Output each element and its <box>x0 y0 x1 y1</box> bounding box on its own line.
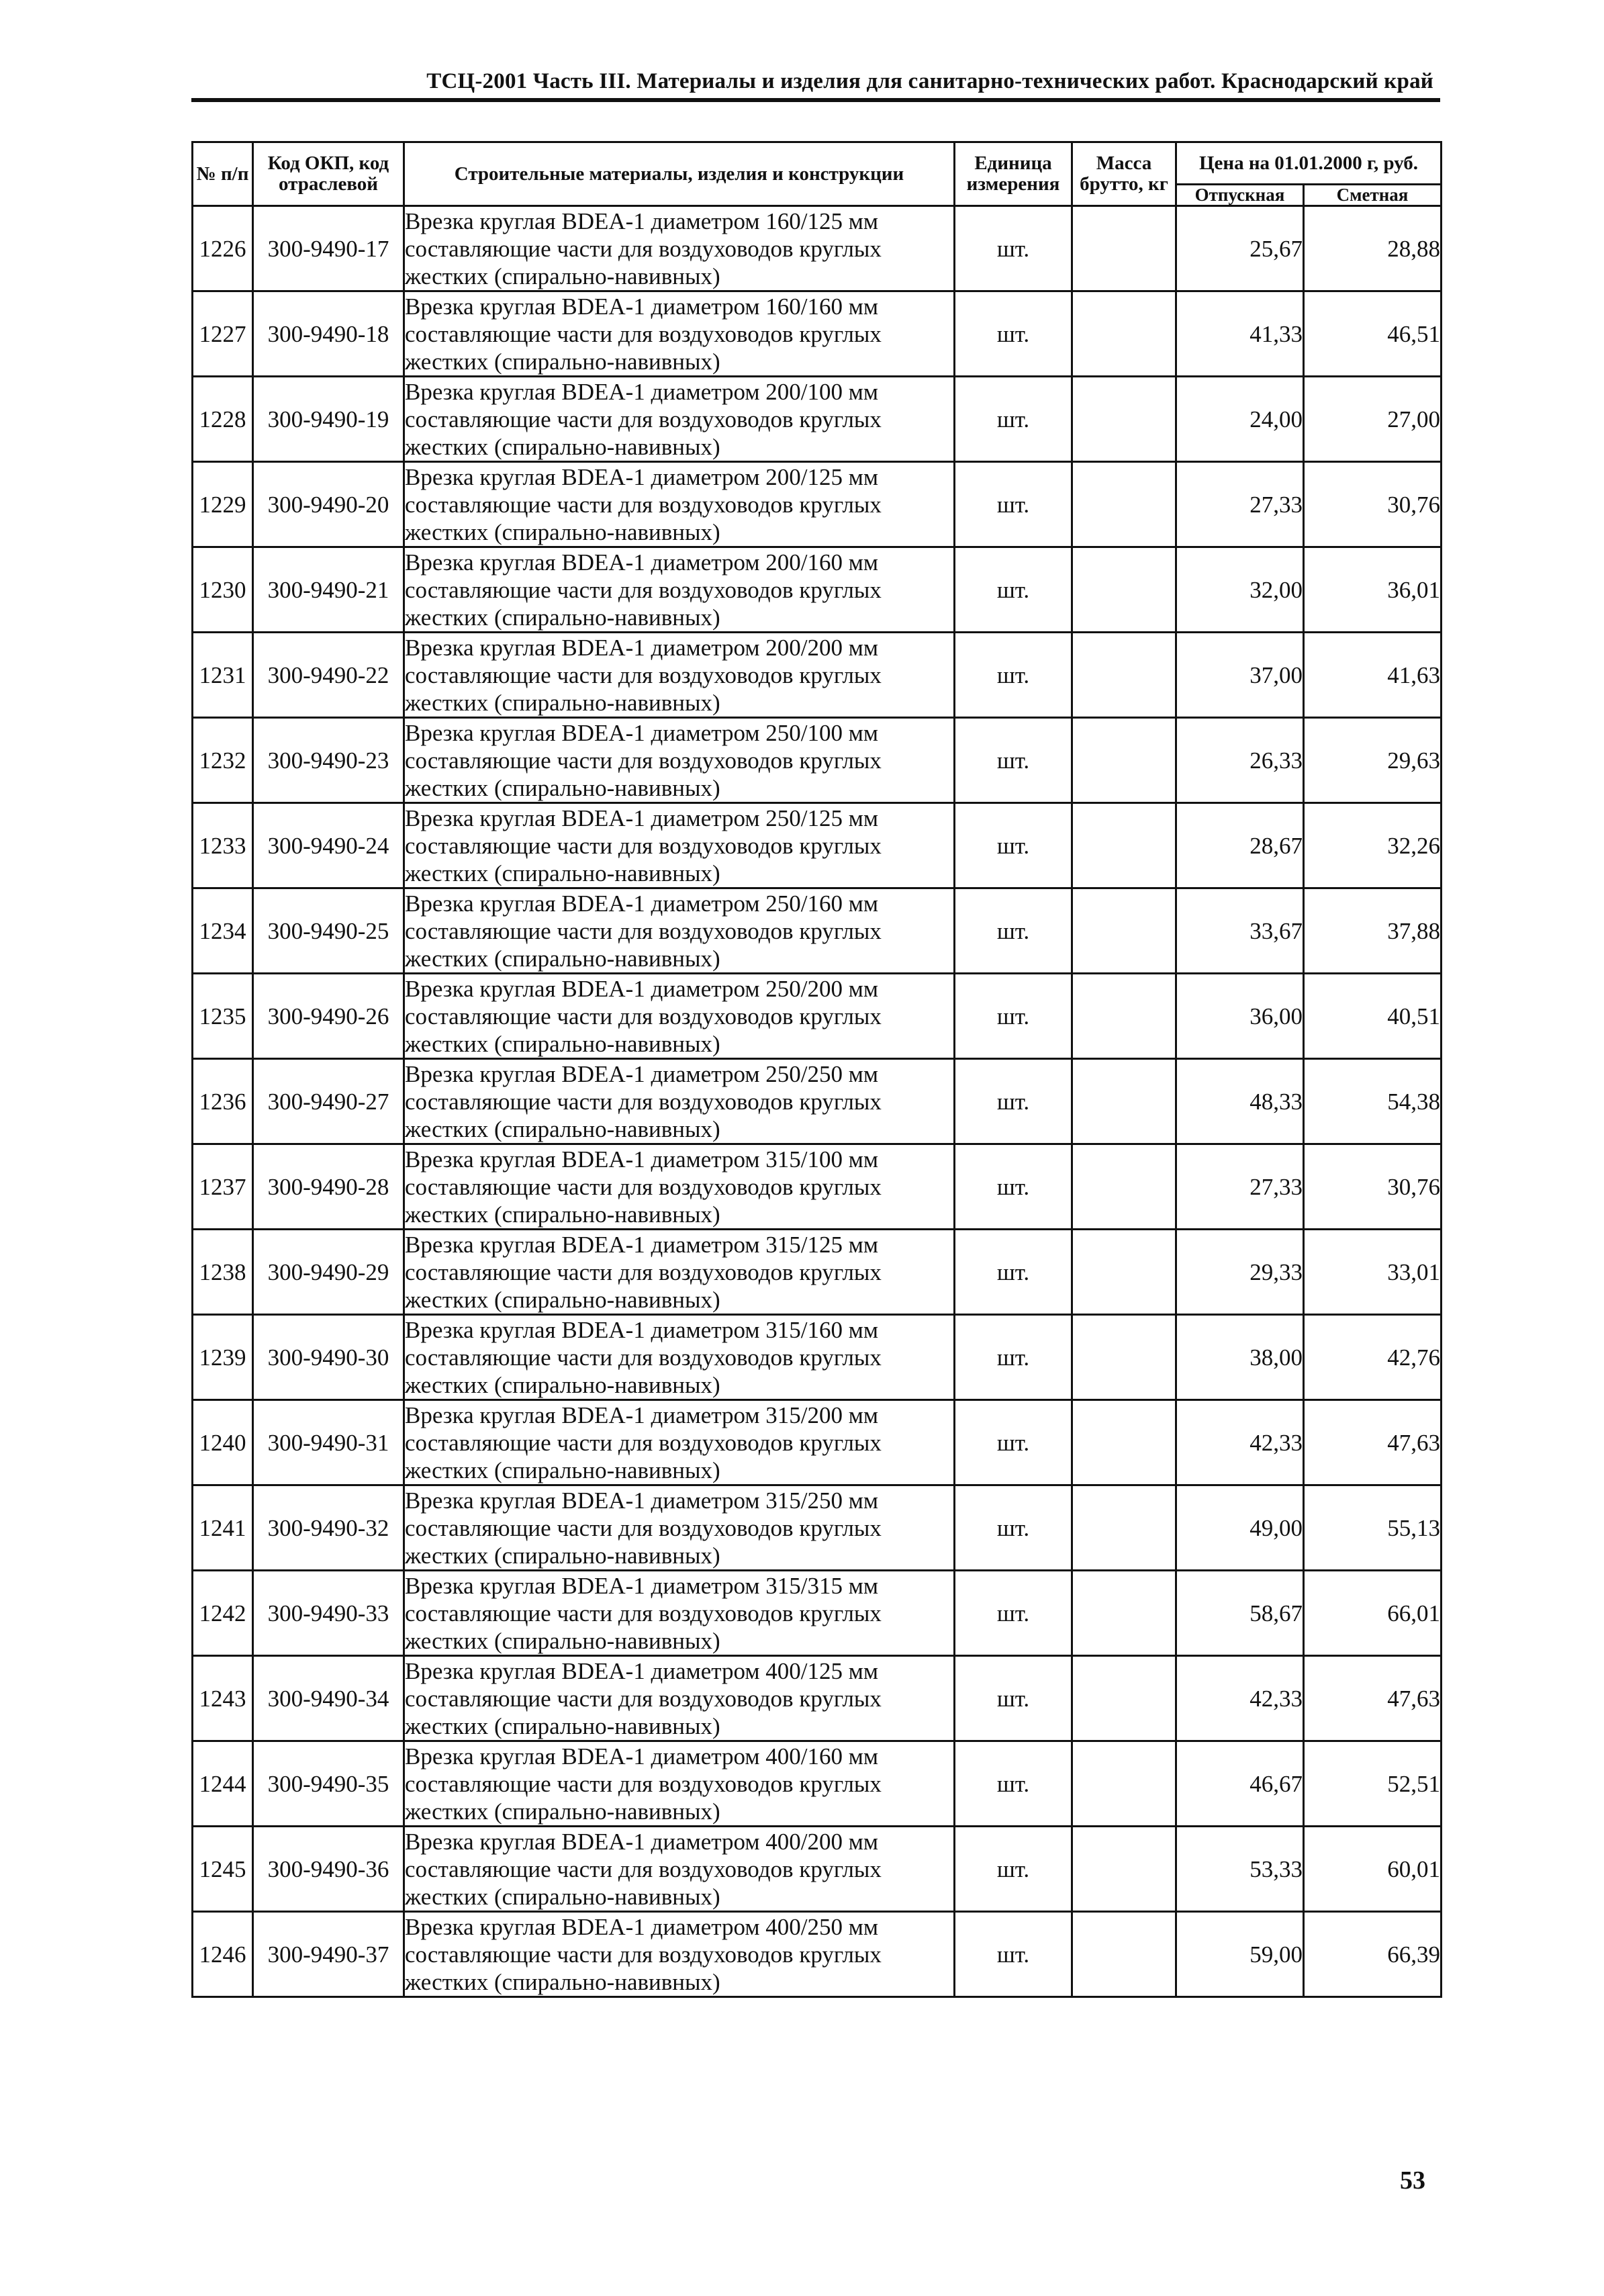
row-number: 1232 <box>193 718 253 803</box>
column-header-code: Код ОКП, код отраслевой <box>253 142 404 206</box>
page-header <box>191 67 1440 102</box>
row-code: 300-9490-32 <box>253 1485 404 1571</box>
row-code: 300-9490-29 <box>253 1230 404 1315</box>
row-name: Врезка круглая BDEA-1 диаметром 250/160 мм составляющие части для воздуховодов круглых жестких (спирально-навивных) <box>404 888 955 974</box>
row-code: 300-9490-22 <box>253 633 404 718</box>
page-number: 53 <box>1400 2166 1425 2195</box>
row-price-release: 29,33 <box>1176 1230 1304 1315</box>
row-unit: шт. <box>955 1144 1072 1230</box>
row-price-release: 58,67 <box>1176 1571 1304 1656</box>
row-code: 300-9490-17 <box>253 206 404 291</box>
row-price-estimate: 52,51 <box>1304 1741 1442 1827</box>
row-unit: шт. <box>955 206 1072 291</box>
row-number: 1241 <box>193 1485 253 1571</box>
row-unit: шт. <box>955 291 1072 377</box>
row-unit: шт. <box>955 377 1072 462</box>
row-code: 300-9490-34 <box>253 1656 404 1741</box>
row-code: 300-9490-25 <box>253 888 404 974</box>
row-number: 1229 <box>193 462 253 547</box>
table-row <box>193 1656 1442 1741</box>
row-number: 1246 <box>193 1912 253 1997</box>
row-mass <box>1072 1827 1176 1912</box>
row-price-release: 24,00 <box>1176 377 1304 462</box>
row-mass <box>1072 1571 1176 1656</box>
row-price-release: 37,00 <box>1176 633 1304 718</box>
row-mass <box>1072 547 1176 633</box>
row-unit: шт. <box>955 888 1072 974</box>
row-price-estimate: 32,26 <box>1304 803 1442 888</box>
row-number: 1235 <box>193 974 253 1059</box>
row-code: 300-9490-23 <box>253 718 404 803</box>
row-unit: шт. <box>955 1400 1072 1485</box>
row-unit: шт. <box>955 1827 1072 1912</box>
row-name: Врезка круглая BDEA-1 диаметром 250/100 мм составляющие части для воздуховодов круглых жестких (спирально-навивных) <box>404 718 955 803</box>
row-price-estimate: 66,39 <box>1304 1912 1442 1997</box>
row-number: 1231 <box>193 633 253 718</box>
table-row <box>193 1571 1442 1656</box>
row-price-estimate: 54,38 <box>1304 1059 1442 1144</box>
row-price-release: 32,00 <box>1176 547 1304 633</box>
row-price-estimate: 37,88 <box>1304 888 1442 974</box>
row-code: 300-9490-26 <box>253 974 404 1059</box>
row-number: 1234 <box>193 888 253 974</box>
row-unit: шт. <box>955 1912 1072 1997</box>
row-unit: шт. <box>955 462 1072 547</box>
price-table <box>191 141 1442 1998</box>
row-unit: шт. <box>955 633 1072 718</box>
column-header-price-release: Отпускная <box>1176 185 1304 206</box>
table-row <box>193 206 1442 291</box>
row-number: 1244 <box>193 1741 253 1827</box>
row-code: 300-9490-35 <box>253 1741 404 1827</box>
row-number: 1238 <box>193 1230 253 1315</box>
row-unit: шт. <box>955 547 1072 633</box>
table-body <box>193 206 1442 1997</box>
row-price-release: 33,67 <box>1176 888 1304 974</box>
row-number: 1226 <box>193 206 253 291</box>
row-code: 300-9490-37 <box>253 1912 404 1997</box>
table-row <box>193 1485 1442 1571</box>
row-name: Врезка круглая BDEA-1 диаметром 160/125 мм составляющие части для воздуховодов круглых жестких (спирально-навивных) <box>404 206 955 291</box>
row-price-release: 59,00 <box>1176 1912 1304 1997</box>
row-price-release: 42,33 <box>1176 1656 1304 1741</box>
row-name: Врезка круглая BDEA-1 диаметром 315/125 мм составляющие части для воздуховодов круглых жестких (спирально-навивных) <box>404 1230 955 1315</box>
row-price-estimate: 42,76 <box>1304 1315 1442 1400</box>
table-row <box>193 1912 1442 1997</box>
table-row <box>193 803 1442 888</box>
row-price-release: 27,33 <box>1176 462 1304 547</box>
page-header-title: ТСЦ-2001 Часть III. Материалы и изделия для санитарно-технических работ. Краснодарский край <box>426 69 1433 93</box>
table-row <box>193 974 1442 1059</box>
row-number: 1243 <box>193 1656 253 1741</box>
row-code: 300-9490-24 <box>253 803 404 888</box>
row-code: 300-9490-33 <box>253 1571 404 1656</box>
row-name: Врезка круглая BDEA-1 диаметром 250/250 мм составляющие части для воздуховодов круглых жестких (спирально-навивных) <box>404 1059 955 1144</box>
row-price-estimate: 41,63 <box>1304 633 1442 718</box>
row-number: 1227 <box>193 291 253 377</box>
row-price-release: 48,33 <box>1176 1059 1304 1144</box>
row-mass <box>1072 291 1176 377</box>
row-price-release: 28,67 <box>1176 803 1304 888</box>
row-name: Врезка круглая BDEA-1 диаметром 315/250 мм составляющие части для воздуховодов круглых жестких (спирально-навивных) <box>404 1485 955 1571</box>
table-row <box>193 1144 1442 1230</box>
table-row <box>193 547 1442 633</box>
row-unit: шт. <box>955 1485 1072 1571</box>
row-number: 1233 <box>193 803 253 888</box>
row-mass <box>1072 462 1176 547</box>
column-header-price-group: Цена на 01.01.2000 г, руб. <box>1176 142 1442 185</box>
row-name: Врезка круглая BDEA-1 диаметром 250/200 мм составляющие части для воздуховодов круглых жестких (спирально-навивных) <box>404 974 955 1059</box>
column-header-no: № п/п <box>193 142 253 206</box>
column-header-unit: Единица измерения <box>955 142 1072 206</box>
row-price-release: 38,00 <box>1176 1315 1304 1400</box>
row-mass <box>1072 974 1176 1059</box>
row-price-release: 36,00 <box>1176 974 1304 1059</box>
row-number: 1237 <box>193 1144 253 1230</box>
row-price-release: 53,33 <box>1176 1827 1304 1912</box>
row-number: 1230 <box>193 547 253 633</box>
row-mass <box>1072 803 1176 888</box>
column-header-name: Строительные материалы, изделия и конструкции <box>404 142 955 206</box>
row-number: 1228 <box>193 377 253 462</box>
row-price-estimate: 60,01 <box>1304 1827 1442 1912</box>
table-row <box>193 1400 1442 1485</box>
row-number: 1239 <box>193 1315 253 1400</box>
row-unit: шт. <box>955 1656 1072 1741</box>
row-price-release: 49,00 <box>1176 1485 1304 1571</box>
row-mass <box>1072 633 1176 718</box>
row-code: 300-9490-19 <box>253 377 404 462</box>
row-price-release: 26,33 <box>1176 718 1304 803</box>
row-mass <box>1072 206 1176 291</box>
row-number: 1240 <box>193 1400 253 1485</box>
row-price-release: 46,67 <box>1176 1741 1304 1827</box>
table-row <box>193 291 1442 377</box>
table-header <box>193 142 1442 206</box>
row-price-estimate: 36,01 <box>1304 547 1442 633</box>
row-unit: шт. <box>955 1059 1072 1144</box>
row-name: Врезка круглая BDEA-1 диаметром 400/160 мм составляющие части для воздуховодов круглых жестких (спирально-навивных) <box>404 1741 955 1827</box>
row-unit: шт. <box>955 718 1072 803</box>
row-name: Врезка круглая BDEA-1 диаметром 315/100 мм составляющие части для воздуховодов круглых жестких (спирально-навивных) <box>404 1144 955 1230</box>
row-price-estimate: 66,01 <box>1304 1571 1442 1656</box>
table-row <box>193 633 1442 718</box>
column-header-mass: Масса брутто, кг <box>1072 142 1176 206</box>
row-price-release: 42,33 <box>1176 1400 1304 1485</box>
row-name: Врезка круглая BDEA-1 диаметром 315/160 мм составляющие части для воздуховодов круглых жестких (спирально-навивных) <box>404 1315 955 1400</box>
row-unit: шт. <box>955 1571 1072 1656</box>
row-code: 300-9490-36 <box>253 1827 404 1912</box>
row-code: 300-9490-21 <box>253 547 404 633</box>
row-price-estimate: 46,51 <box>1304 291 1442 377</box>
row-price-estimate: 40,51 <box>1304 974 1442 1059</box>
table-row <box>193 462 1442 547</box>
table-row <box>193 1059 1442 1144</box>
row-unit: шт. <box>955 803 1072 888</box>
row-name: Врезка круглая BDEA-1 диаметром 200/125 мм составляющие части для воздуховодов круглых жестких (спирально-навивных) <box>404 462 955 547</box>
row-unit: шт. <box>955 974 1072 1059</box>
row-unit: шт. <box>955 1315 1072 1400</box>
row-code: 300-9490-30 <box>253 1315 404 1400</box>
row-price-release: 27,33 <box>1176 1144 1304 1230</box>
row-name: Врезка круглая BDEA-1 диаметром 400/125 мм составляющие части для воздуховодов круглых жестких (спирально-навивных) <box>404 1656 955 1741</box>
row-name: Врезка круглая BDEA-1 диаметром 200/200 мм составляющие части для воздуховодов круглых жестких (спирально-навивных) <box>404 633 955 718</box>
row-mass <box>1072 1059 1176 1144</box>
row-code: 300-9490-31 <box>253 1400 404 1485</box>
row-code: 300-9490-28 <box>253 1144 404 1230</box>
table-row <box>193 718 1442 803</box>
row-mass <box>1072 718 1176 803</box>
table-row <box>193 1230 1442 1315</box>
table-row <box>193 1315 1442 1400</box>
row-mass <box>1072 1230 1176 1315</box>
row-code: 300-9490-18 <box>253 291 404 377</box>
table-row <box>193 1827 1442 1912</box>
row-price-estimate: 28,88 <box>1304 206 1442 291</box>
row-mass <box>1072 1144 1176 1230</box>
row-code: 300-9490-27 <box>253 1059 404 1144</box>
row-mass <box>1072 1741 1176 1827</box>
row-mass <box>1072 1912 1176 1997</box>
row-price-release: 25,67 <box>1176 206 1304 291</box>
row-mass <box>1072 377 1176 462</box>
row-mass <box>1072 1656 1176 1741</box>
row-price-estimate: 29,63 <box>1304 718 1442 803</box>
row-name: Врезка круглая BDEA-1 диаметром 400/200 мм составляющие части для воздуховодов круглых жестких (спирально-навивных) <box>404 1827 955 1912</box>
row-price-release: 41,33 <box>1176 291 1304 377</box>
row-price-estimate: 47,63 <box>1304 1656 1442 1741</box>
row-mass <box>1072 888 1176 974</box>
row-mass <box>1072 1315 1176 1400</box>
table-row <box>193 377 1442 462</box>
row-mass <box>1072 1400 1176 1485</box>
row-price-estimate: 30,76 <box>1304 1144 1442 1230</box>
row-price-estimate: 30,76 <box>1304 462 1442 547</box>
table-row <box>193 888 1442 974</box>
row-price-estimate: 33,01 <box>1304 1230 1442 1315</box>
row-name: Врезка круглая BDEA-1 диаметром 160/160 мм составляющие части для воздуховодов круглых жестких (спирально-навивных) <box>404 291 955 377</box>
row-price-estimate: 27,00 <box>1304 377 1442 462</box>
row-name: Врезка круглая BDEA-1 диаметром 200/100 мм составляющие части для воздуховодов круглых жестких (спирально-навивных) <box>404 377 955 462</box>
row-number: 1245 <box>193 1827 253 1912</box>
row-name: Врезка круглая BDEA-1 диаметром 200/160 мм составляющие части для воздуховодов круглых жестких (спирально-навивных) <box>404 547 955 633</box>
row-unit: шт. <box>955 1741 1072 1827</box>
row-code: 300-9490-20 <box>253 462 404 547</box>
row-name: Врезка круглая BDEA-1 диаметром 315/315 мм составляющие части для воздуховодов круглых жестких (спирально-навивных) <box>404 1571 955 1656</box>
row-unit: шт. <box>955 1230 1072 1315</box>
row-name: Врезка круглая BDEA-1 диаметром 400/250 мм составляющие части для воздуховодов круглых жестких (спирально-навивных) <box>404 1912 955 1997</box>
row-price-estimate: 55,13 <box>1304 1485 1442 1571</box>
row-number: 1242 <box>193 1571 253 1656</box>
row-price-estimate: 47,63 <box>1304 1400 1442 1485</box>
table-row <box>193 1741 1442 1827</box>
row-name: Врезка круглая BDEA-1 диаметром 315/200 мм составляющие части для воздуховодов круглых жестких (спирально-навивных) <box>404 1400 955 1485</box>
row-mass <box>1072 1485 1176 1571</box>
column-header-price-estimate: Сметная <box>1304 185 1442 206</box>
row-number: 1236 <box>193 1059 253 1144</box>
row-name: Врезка круглая BDEA-1 диаметром 250/125 мм составляющие части для воздуховодов круглых жестких (спирально-навивных) <box>404 803 955 888</box>
